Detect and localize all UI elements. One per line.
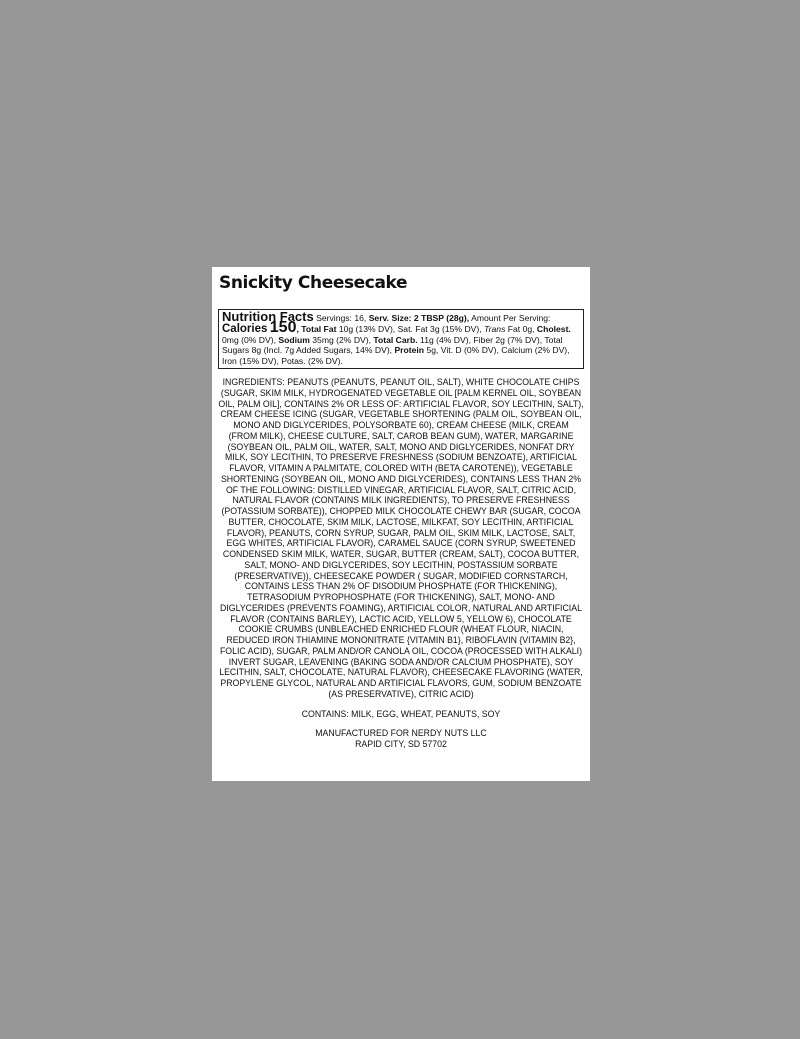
product-label [212,267,590,781]
nutrition-facts-panel [218,309,584,369]
manufacturer-address: RAPID CITY, SD 57702 [355,739,447,750]
nutrition-facts-heading: Nutrition Facts [222,309,314,324]
product-title: Snickity Cheesecake [219,273,408,293]
cholesterol-label: Cholest. [536,324,571,335]
total-carb-label: Total Carb. [373,334,418,345]
manufacturer-name: MANUFACTURED FOR NERDY NUTS LLC [315,728,487,739]
protein-value: 5g, Vit. D (0% DV), Calcium (2% DV), Iron (15% DV), Potas. (2% DV). [222,345,570,366]
sodium-value: 35mg (2% DV), [312,334,372,345]
serving-size-value: 2 TBSP (28g), [413,313,470,323]
cholesterol-value: 0mg (0% DV), [222,334,276,345]
manufacturer-info [218,728,584,750]
total-fat-value: 10g (13% DV), Sat. Fat 3g (15% DV), [338,324,482,335]
servings-text: Servings: 16, [316,313,367,323]
amount-per-serving: Amount Per Serving: [471,313,551,323]
serving-size-label: Serv. Size: [368,313,412,323]
calories-label: Calories [222,323,268,336]
calories-value: 150 [269,319,297,337]
allergen-statement: CONTAINS: MILK, EGG, WHEAT, PEANUTS, SOY [301,708,501,719]
protein-label: Protein [394,345,425,356]
ingredients-list: INGREDIENTS: PEANUTS (PEANUTS, PEANUT OIL, SALT), WHITE CHOCOLATE CHIPS (SUGAR, SKIM MILK, HYDROGENATED VEGETABLE OIL [PALM KERNEL OIL, SOYBEAN OIL, PALM OIL], CONTAINS 2% OR LESS OF: ARTIFICIAL FLAVOR, SOY LECITHIN, SALT), CREAM CHEESE ICING (SUGAR, VEGETABLE SHORTENING (PALM OIL, SOYBEAN OIL, MONO AND DIGLYCERIDES, POLYSORBATE 60), CREAM CHEESE (MILK, CREAM (FROM MILK), CHEESE CULTURE, SALT, CAROB BEAN GUM), WATER, MARGARINE (SOYBEAN OIL, PALM OIL, WATER, SALT, MONO AND DIGLYCERIDES, NONFAT DRY MILK, SOY LECITHIN, TO PRESERVE FRESHNESS (SODIUM BENZOATE), ARTIFICIAL FLAVOR, VITAMIN A PALMITATE, COLORED WITH (BETA CAROTENE)), VEGETABLE SHORTENING (SOYBEAN OIL, MONO AND DIGLYCERIDES), CONTAINS LESS THAN 2% OF THE FOLLOWING: DISTILLED VINEGAR, ARTIFICIAL FLAVOR, SALT, CITRIC ACID, NATURAL FLAVOR (CONTAINS MILK INGREDIENTS), TO PRESERVE FRESHNESS (POTASSIUM SORBATE)), CHOPPED MILK CHOCOLATE CHEWY BAR (SUGAR, COCOA BUTTER, CHOCOLATE, SKIM MILK, LACTOSE, MILKFAT, SOY LECITHIN, ARTIFICIAL FLAVOR), PEANUTS, CORN SYRUP, SUGAR, PALM OIL, SKIM MILK, LACTOSE, SALT, EGG WHITES, ARTIFICIAL FLAVOR), CARAMEL SAUCE (CORN SYRUP, SWEETENED CONDENSED SKIM MILK, WATER, SUGAR, BUTTER (CREAM, SALT), COCOA BUTTER, SALT, MONO- AND DIGLYCERIDES, SOY LECITHIN, POSTASSIUM SORBATE (PRESERVATIVE)), CHEESECAKE POWDER ( SUGAR, MODIFIED CORNSTARCH, CONTAINS LESS THAN 2% OF DISODIUM PHOSPHATE (FOR THICKENING), TETRASODIUM PYROPHOSPHATE (FOR THICKENING), SALT, MONO- AND DIGLYCERIDES (PREVENTS FOAMING), ARTIFICIAL COLOR, NATURAL AND ARTIFICIAL FLAVOR (CONTAINS BARLEY), LACTIC ACID, YELLOW 5, YELLOW 6), CHOCOLATE COOKIE CRUMBS (UNBLEACHED ENRICHED FLOUR (WHEAT FLOUR, NIACIN, REDUCED IRON THIAMINE MONONITRATE {VITAMIN B1}, RIBOFLAVIN {VITAMIN B2}, FOLIC ACID), SUGAR, PALM AND/OR CANOLA OIL, COCOA (PROCESSED WITH ALKALI) INVERT SUGAR, LEAVENING (BAKING SODA AND/OR CALCIUM PHOSPHATE), SOY LECITHIN, SALT, CHOCOLATE, NATURAL FLAVOR), CHEESECAKE FLAVORING (WATER, PROPYLENE GLYCOL, NATURAL AND ARTIFICIAL FLAVORS, GUM, SODIUM BENZOATE (AS PRESERVATIVE), CITRIC ACID) [218,377,584,699]
trans-fat-value: Fat 0g, [507,324,535,335]
sodium-label: Sodium [278,334,310,345]
total-carb-value: 11g (4% DV), Fiber 2g (7% DV), Total Sugars 8g (Incl. 7g Added Sugars, 14% DV), [222,334,563,356]
total-fat-label: Total Fat [301,324,337,335]
calories-comma: , [296,324,299,335]
trans-fat-label: Trans [484,324,506,335]
